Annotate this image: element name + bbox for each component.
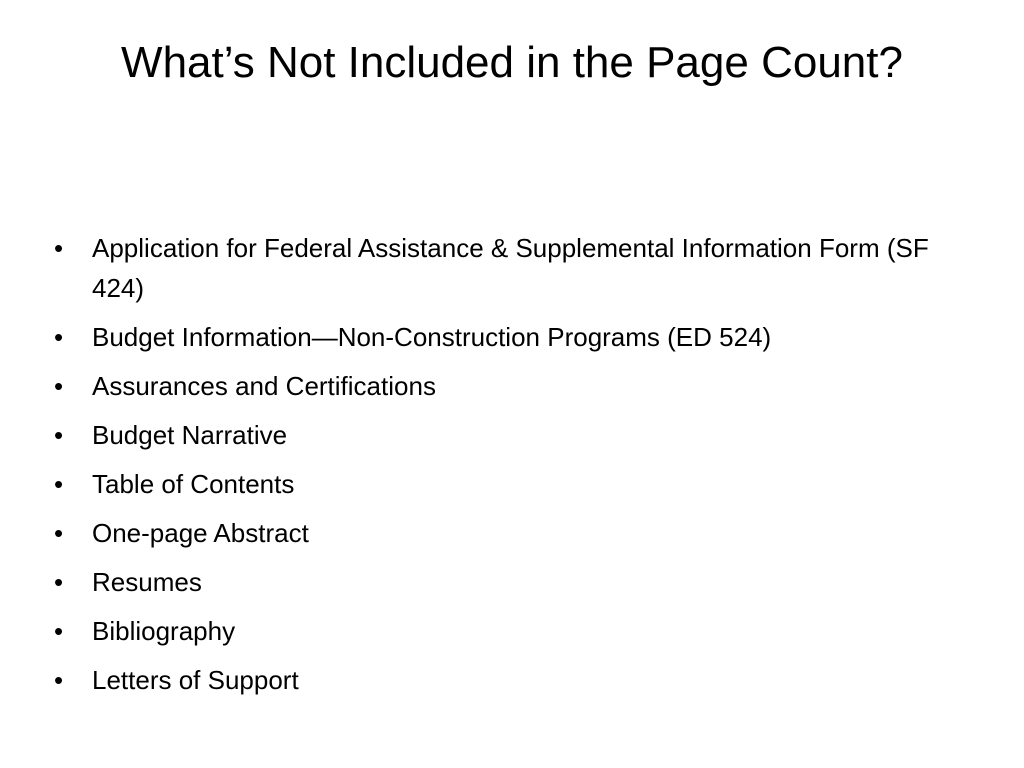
list-item-text: One-page Abstract [92,518,309,548]
bullet-dot-icon: • [54,233,64,263]
list-item-text: Table of Contents [92,469,295,499]
list-item [46,317,976,357]
list-item [46,562,976,602]
bullet-dot-icon: • [54,616,64,646]
list-item [46,513,976,553]
list-item-text: Bibliography [92,616,236,646]
bullet-dot-icon: • [54,371,64,401]
bullet-dot-icon: • [54,665,64,695]
list-item-text: Budget Narrative [92,420,288,450]
slide-title: What’s Not Included in the Page Count? [121,38,903,87]
list-item-text: Budget Information—Non-Construction Programs (ED 524) [92,322,772,352]
bullet-dot-icon: • [54,469,64,499]
list-item-text: Assurances and Certifications [92,371,436,401]
list-item-text: Resumes [92,567,202,597]
bullet-dot-icon: • [54,518,64,548]
list-item [46,366,976,406]
bullet-dot-icon: • [54,322,64,352]
bullet-list [46,228,976,709]
list-item [46,415,976,455]
list-item-text: Letters of Support [92,665,299,695]
bullet-dot-icon: • [54,567,64,597]
list-item-text: Application for Federal Assistance & Supplemental Information Form (SF 424) [92,233,929,303]
bullet-dot-icon: • [54,420,64,450]
list-item [46,660,976,700]
list-item [46,464,976,504]
list-item [46,611,976,651]
list-item [46,228,976,308]
